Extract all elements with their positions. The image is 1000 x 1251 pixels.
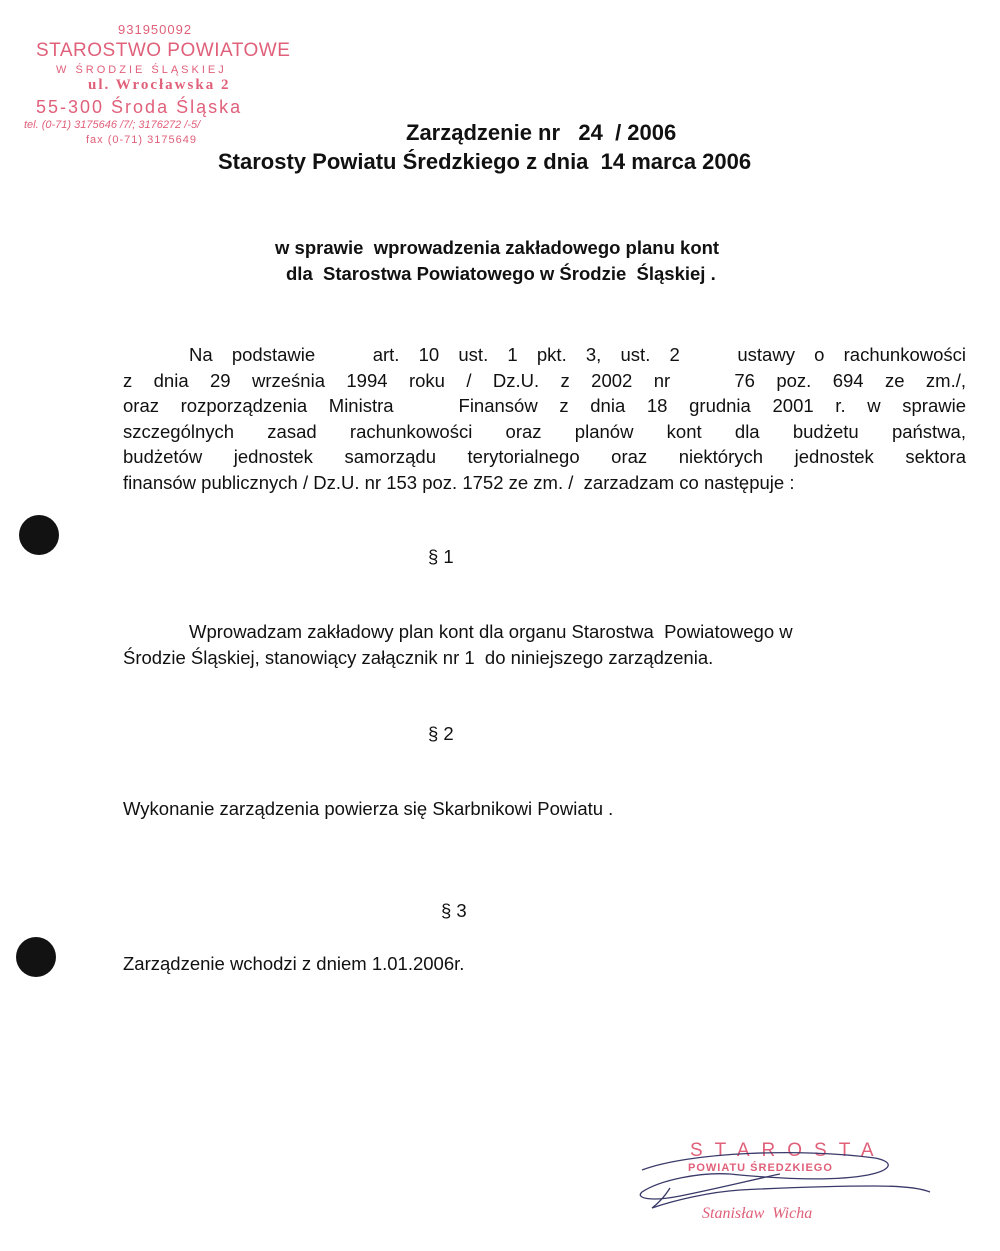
stamp-phone: tel. (0-71) 3175646 /7/; 3176272 /-5/ [24, 119, 201, 131]
section-mark-2: § 2 [428, 723, 454, 744]
preamble-line: Na podstawie art. 10 ust. 1 pkt. 3, ust. 2 ustawy o rachunkowości [189, 344, 966, 365]
section-1-line-1: Wprowadzam zakładowy plan kont dla organu Starostwa Powiatowego w [189, 621, 793, 642]
subject-line-2: dla Starostwa Powiatowego w Środzie Śląskiej . [286, 263, 716, 284]
preamble [123, 342, 966, 496]
stamp-office-name: STAROSTWO POWIATOWE [36, 40, 291, 61]
signature-stamp-unit: POWIATU ŚREDZKIEGO [688, 1162, 833, 1174]
preamble-line: oraz rozporządzenia Ministra Finansów z dnia 18 grudnia 2001 r. w sprawie [123, 395, 966, 417]
preamble-line: szczególnych zasad rachunkowości oraz planów kont dla budżetu państwa, [123, 420, 966, 442]
document-title: Zarządzenie nr 24 / 2006 [406, 120, 677, 145]
punch-hole-top [19, 515, 59, 555]
section-1-line-2: Środzie Śląskiej, stanowiący załącznik nr 1 do niniejszego zarządzenia. [123, 647, 714, 668]
preamble-line: finansów publicznych / Dz.U. nr 153 poz. 1752 ze zm. / zarzadzam co następuje : [123, 471, 795, 493]
stamp-regon: 931950092 [118, 22, 193, 37]
punch-hole-bottom [16, 937, 56, 977]
section-2-text: Wykonanie zarządzenia powierza się Skarbnikowi Powiatu . [123, 798, 614, 819]
preamble-line: z dnia 29 września 1994 roku / Dz.U. z 2002 nr 76 poz. 694 ze zm./, [123, 369, 966, 391]
stamp-street: ul. Wrocławska 2 [88, 77, 231, 93]
handwritten-signature [630, 1130, 950, 1230]
stamp-place: W ŚRODZIE ŚLĄSKIEJ [56, 64, 227, 76]
section-mark-3: § 3 [441, 900, 467, 921]
section-3-text: Zarządzenie wchodzi z dniem 1.01.2006r. [123, 953, 465, 974]
signature-stamp-title: STAROSTA [690, 1140, 886, 1161]
stamp-fax: fax (0-71) 3175649 [86, 134, 197, 146]
stamp-city: 55-300 Środa Śląska [36, 97, 243, 117]
section-mark-1: § 1 [428, 546, 454, 567]
preamble-line: budżetów jednostek samorządu terytorialnego oraz niektórych jednostek sektora [123, 446, 966, 468]
signature-stamp [630, 1130, 950, 1230]
subject-line-1: w sprawie wprowadzenia zakładowego planu kont [275, 237, 720, 258]
signature-stamp-name: Stanisław Wicha [702, 1205, 813, 1222]
document-issuer-date: Starosty Powiatu Średzkiego z dnia 14 marca 2006 [218, 149, 752, 174]
